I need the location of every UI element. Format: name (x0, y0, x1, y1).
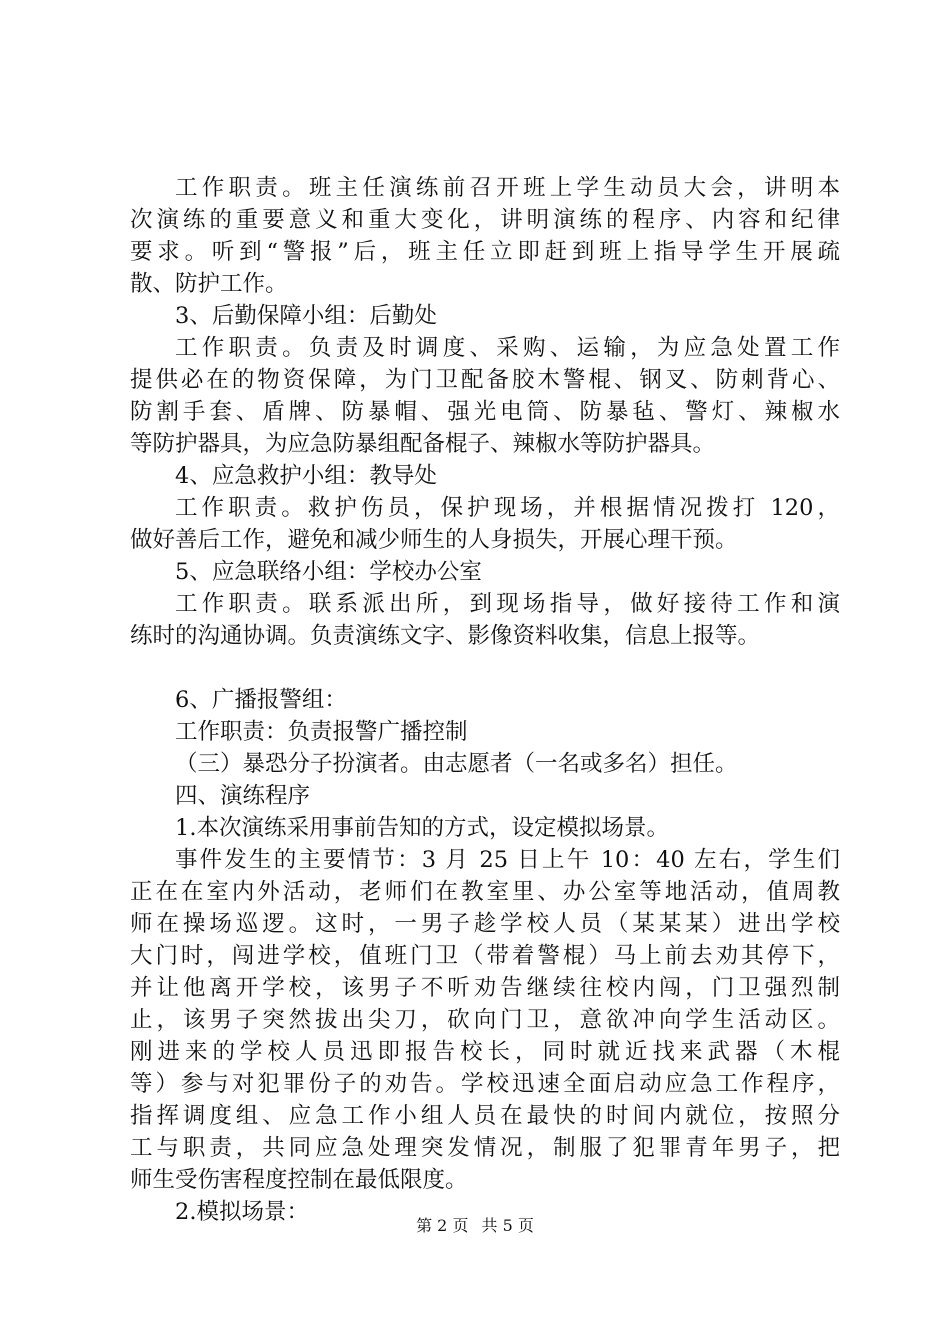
text-line: 大门时，闯进学校，值班门卫（带着警棍）马上前去劝其停下， (130, 943, 840, 969)
paragraph-gap (130, 652, 840, 684)
text-line: 工作职责。联系派出所，到现场指导，做好接待工作和演 (175, 591, 840, 617)
text-line: 刚进来的学校人员迅即报告校长，同时就近找来武器（木棍 (130, 1039, 840, 1065)
page-number: 第 2 页 (416, 1216, 469, 1235)
text-line: 正在在室内外活动，老师们在教室里、办公室等地活动，值周教 (130, 879, 840, 905)
text-line: 工作职责。负责及时调度、采购、运输，为应急处置工作 (175, 335, 840, 361)
text-line: 提供必在的物资保障，为门卫配备胶木警棍、钢叉、防刺背心、 (130, 367, 840, 393)
text-line: 练时的沟通协调。负责演练文字、影像资料收集，信息上报等。 (130, 623, 761, 649)
text-line: 3、后勤保障小组：后勤处 (175, 303, 437, 329)
text-line: 工作职责：负责报警广播控制 (175, 719, 468, 745)
text-line: 次演练的重要意义和重大变化，讲明演练的程序、内容和纪律 (130, 207, 840, 233)
text-line: 等防护器具，为应急防暴组配备棍子、辣椒水等防护器具。 (130, 431, 716, 457)
text-line: 并让他离开学校，该男子不听劝告继续往校内闯，门卫强烈制 (130, 975, 840, 1001)
text-line: 要求。听到“警报”后，班主任立即赶到班上指导学生开展疏 (130, 239, 840, 265)
text-line: 2.模拟场景： (175, 1199, 309, 1225)
text-line: 4、应急救护小组：教导处 (175, 463, 437, 489)
text-line: 做好善后工作，避免和减少师生的人身损失，开展心理干预。 (130, 527, 738, 553)
text-line: （三）暴恐分子扮演者。由志愿者（一名或多名）担任。 (175, 751, 738, 777)
text-line: 师在操场巡逻。这时，一男子趁学校人员（某某某）进出学校 (130, 911, 840, 937)
page-footer (0, 1216, 950, 1236)
text-line: 散、防护工作。 (130, 271, 288, 297)
text-line: 四、演练程序 (175, 783, 311, 809)
page-total: 共 5 页 (481, 1216, 534, 1235)
text-line: 工作职责。救护伤员，保护现场，并根据情况拨打 120， (175, 495, 840, 521)
text-line: 师生受伤害程度控制在最低限度。 (130, 1167, 468, 1193)
document-body (130, 172, 840, 1228)
text-line: 工与职责，共同应急处理突发情况，制服了犯罪青年男子，把 (130, 1135, 840, 1161)
text-line: 工作职责。班主任演练前召开班上学生动员大会，讲明本 (175, 175, 840, 201)
text-line: 止，该男子突然拔出尖刀，砍向门卫，意欲冲向学生活动区。 (130, 1007, 840, 1033)
text-line: 1.本次演练采用事前告知的方式，设定模拟场景。 (175, 815, 669, 841)
text-line: 6、广播报警组： (175, 687, 347, 713)
text-line: 5、应急联络小组：学校办公室 (175, 559, 482, 585)
text-line: 指挥调度组、应急工作小组人员在最快的时间内就位，按照分 (130, 1103, 840, 1129)
text-line: 事件发生的主要情节：3 月 25 日上午 10：40 左右，学生们 (175, 847, 840, 873)
text-line: 防割手套、盾牌、防暴帽、强光电筒、防暴毡、警灯、辣椒水 (130, 399, 840, 425)
text-line: 等）参与对犯罪份子的劝告。学校迅速全面启动应急工作程序， (130, 1071, 840, 1097)
